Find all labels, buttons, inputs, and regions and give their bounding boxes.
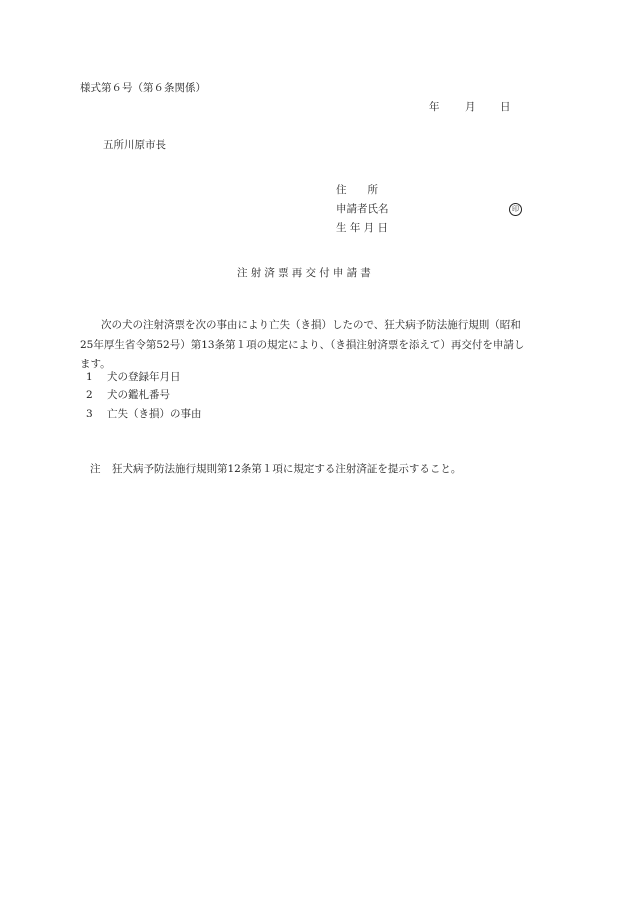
seal-icon: 印 (509, 203, 522, 216)
date-day-label: 日 (500, 101, 511, 113)
applicant-name-label: 申請者氏名 (336, 203, 389, 215)
address-label: 住 所 (336, 184, 378, 196)
document-title: 注射済票再交付申請書 (237, 267, 374, 279)
date-month-label: 月 (465, 101, 476, 113)
note-text: 狂犬病予防法施行規則第12条第１項に規定する注射済証を提示すること。 (112, 463, 462, 475)
addressee: 五所川原市長 (103, 139, 166, 151)
list-item-number: 2 (86, 389, 93, 401)
body-paragraph: 次の犬の注射済票を次の事由により亡失（き損）したので、狂犬病予防法施行規則（昭和25年厚生省令第52号）第13条第１項の規定により、（き損注射済票を添えて）再交付を申請します。 (80, 319, 525, 370)
date-year-label: 年 (429, 101, 440, 113)
list-item-number: 1 (86, 371, 93, 383)
list-item-text: 犬の鑑札番号 (107, 389, 170, 401)
form-label: 様式第６号（第６条関係） (80, 82, 206, 94)
list-item-text: 犬の登録年月日 (107, 371, 181, 383)
birthdate-label: 生 年 月 日 (336, 222, 389, 234)
list-item-text: 亡失（き損）の事由 (107, 408, 202, 420)
note-label: 注 (90, 463, 101, 475)
list-item-number: 3 (86, 408, 93, 420)
